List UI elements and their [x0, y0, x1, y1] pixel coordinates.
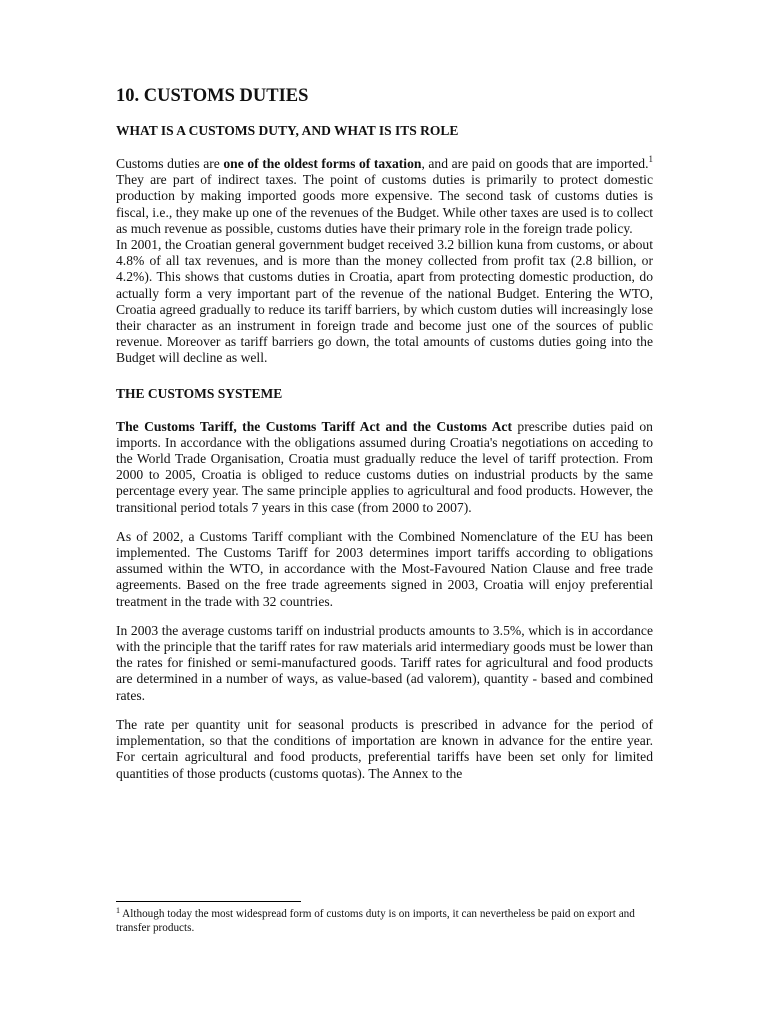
chapter-title: 10. CUSTOMS DUTIES: [116, 86, 309, 106]
paragraph-intro-mid: , and are paid on goods that are imported.: [421, 156, 649, 171]
paragraph-intro-emphasis: one of the oldest forms of taxation: [223, 156, 422, 171]
paragraph-tariff-acts-rest: prescribe duties paid on imports. In accordance with the obligations assumed during Croatia's negotiations on acceding to the World Trade Organisation, Croatia must gradually reduce the level of tariff protection. From 2000 to 2005, Croatia is obliged to reduce customs duties on industrial products by the same percentage every year. The same principle applies to agricultural and food products. However, the transitional period totals 7 years in this case (from 2000 to 2007).: [116, 418, 653, 515]
footnote-text: Although today the most widespread form of customs duty is on imports, it can nevertheless be paid on export and transfer products.: [116, 908, 635, 934]
footnote-reference[interactable]: 1: [648, 154, 653, 164]
paragraph-intro: [116, 156, 653, 237]
footnote-number: 1: [116, 906, 120, 915]
paragraph-tariff-acts: [116, 419, 653, 516]
paragraph-budget: In 2001, the Croatian general government budget received 3.2 billion kuna from customs, or about 4.8% of all tax revenues, and is more than the money collected from profit tax (2.8 billion, or 4.2%). This shows that customs duties in Croatia, apart from protecting domestic production, do actually form a very important part of the revenue of the national Budget. Entering the WTO, Croatia agreed gradually to reduce its tariff barriers, by which custom duties will increasingly lose their character as an instrument in foreign trade and become just one of the sources of public revenue. Moreover as tariff barriers go down, the total amounts of customs duties going into the Budget will decline as well.: [116, 237, 653, 366]
document-page: [116, 84, 653, 795]
section-heading-system: THE CUSTOMS SYSTEME: [116, 385, 283, 401]
paragraph-seasonal-rates: The rate per quantity unit for seasonal products is prescribed in advance for the period of implementation, so that the conditions of importation are known in advance for the entire year. For certain agricultural and food products, preferential tariffs have been set only for limited quantities of those products (customs quotas). The Annex to the: [116, 716, 653, 781]
paragraph-tariff-acts-emphasis: The Customs Tariff, the Customs Tariff Act and the Customs Act: [116, 418, 512, 434]
section-heading-role: WHAT IS A CUSTOMS DUTY, AND WHAT IS ITS ROLE: [116, 123, 459, 138]
footnote-divider: [116, 901, 301, 902]
paragraph-nomenclature: As of 2002, a Customs Tariff compliant with the Combined Nomenclature of the EU has been implemented. The Customs Tariff for 2003 determines import tariffs according to obligations assumed within the WTO, in accordance with the Most-Favoured Nation Clause and free trade agreements. Based on the free trade agreements signed in 2003, Croatia will enjoy preferential treatment in the trade with 32 countries.: [116, 528, 653, 609]
paragraph-intro-rest: They are part of indirect taxes. The point of customs duties is primarily to protect domestic production by making imported goods more expensive. The second task of customs duties is fiscal, i.e., they make up one of the revenues of the Budget. While other taxes are used is to collect as much revenue as possible, customs duties have their primary role in the foreign trade policy.: [116, 172, 653, 236]
footnote: [116, 907, 653, 935]
paragraph-intro-lead: Customs duties are: [116, 156, 224, 171]
paragraph-average-tariff: In 2003 the average customs tariff on industrial products amounts to 3.5%, which is in accordance with the principle that the tariff rates for raw materials arid intermediary goods must be lower than the rates for finished or semi-manufactured goods. Tariff rates for agricultural and food products are determined in a number of ways, as value-based (ad valorem), quantity - based and combined rates.: [116, 622, 653, 703]
